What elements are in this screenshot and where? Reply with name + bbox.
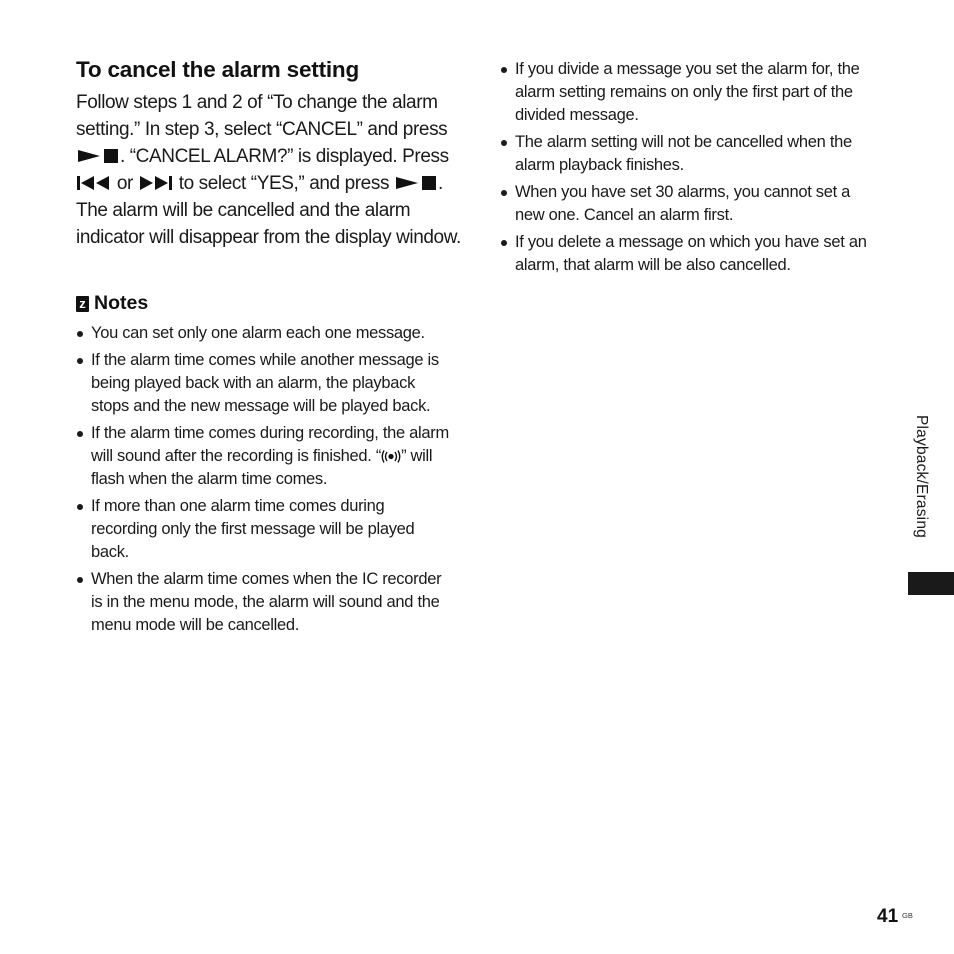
notes-list [76,322,454,641]
intro-paragraph [76,89,468,251]
section-title: To cancel the alarm setting [76,57,360,82]
list-item: If you divide a message you set the alarm for, the alarm setting remains on only the first part of the divided message. [500,58,882,127]
notes-heading [76,292,148,315]
list-item: If more than one alarm time comes during recording only the first message will be played back. [76,495,454,564]
intro-text-2: . “CANCEL ALARM?” is displayed. Press [120,146,449,167]
list-item: If the alarm time comes during recording, the alarm will sound after the recording is finished. “ ” will flash when the alarm time comes. [76,422,454,491]
play-stop-icon [394,175,438,191]
list-item: If the alarm time comes while another message is being played back with an alarm, the playback stops and the new message will be played back. [76,349,454,418]
intro-text-1: Follow steps 1 and 2 of “To change the alarm setting.” In step 3, select “CANCEL” and press [76,92,448,140]
notes-title: Notes [94,292,149,314]
page-number: 41 [877,906,899,927]
section-side-label: Playback/Erasing [913,415,930,538]
page-language-code: GB [902,911,913,920]
fast-forward-icon [138,175,174,191]
play-stop-icon [76,148,120,164]
intro-text-5: . The alarm will be cancelled and the alarm indicator will disappear from the display window. [76,173,461,248]
list-item: If you delete a message on which you have set an alarm, that alarm will be also cancelled. [500,231,882,277]
intro-text-4: to select “YES,” and press [173,173,394,194]
list-item: When the alarm time comes when the IC recorder is in the menu mode, the alarm will sound and the menu mode will be cancelled. [76,568,454,637]
alarm-indicator-icon [381,450,401,463]
section-tab-marker [908,572,954,595]
notes-icon: z [76,296,89,312]
list-item: The alarm setting will not be cancelled when the alarm playback finishes. [500,131,882,177]
rewind-icon [76,175,112,191]
right-notes-list [500,58,882,281]
list-item: When you have set 30 alarms, you cannot set a new one. Cancel an alarm first. [500,181,882,227]
list-item: You can set only one alarm each one message. [76,322,454,345]
intro-text-3: or [112,173,138,194]
